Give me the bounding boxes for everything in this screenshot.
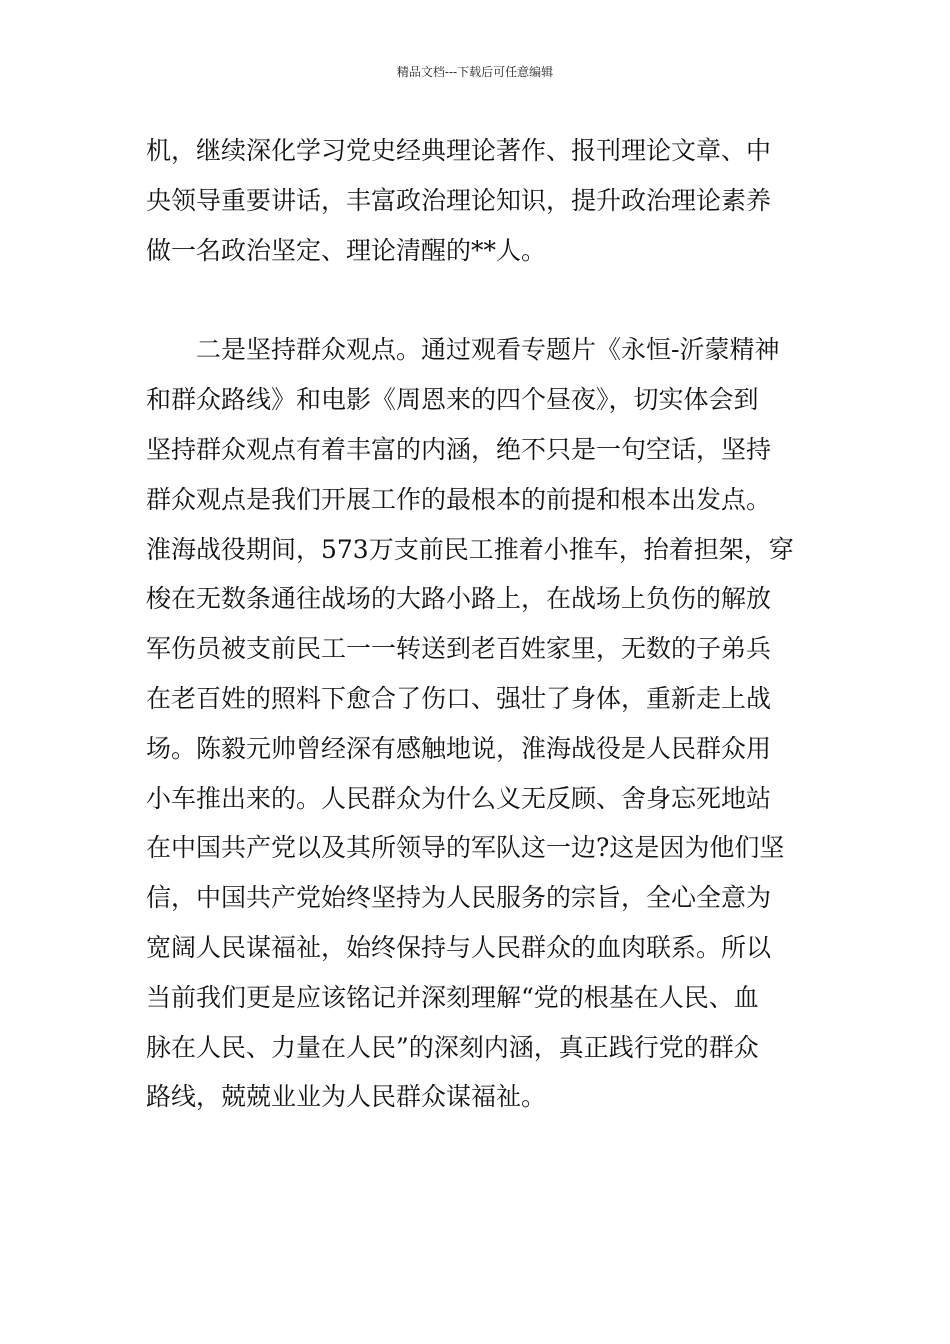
page-header: 精品文档---下载后可任意编辑 [396, 65, 554, 79]
text-line: 二是坚持群众观点。通过观看专题片《永恒-沂蒙精神 [146, 335, 780, 365]
text-line: 当前我们更是应该铭记并深刻理解“党的根基在人民、血 [146, 982, 759, 1012]
text-line: 做一名政治坚定、理论清醒的**人。 [146, 235, 547, 265]
text-line: 在中国共产党以及其所领导的军队这一边?这是因为他们坚 [146, 833, 785, 863]
text-line: 脉在人民、力量在人民”的深刻内涵，真正践行党的群众 [146, 1032, 759, 1062]
text-line: 群众观点是我们开展工作的最根本的前提和根本出发点。 [146, 484, 772, 514]
text-line: 梭在无数条通往战场的大路小路上，在战场上负伤的解放 [146, 584, 772, 614]
document-body [146, 126, 810, 1122]
text-line: 信，中国共产党始终坚持为人民服务的宗旨，全心全意为 [146, 883, 772, 913]
text-line: 在老百姓的照料下愈合了伤口、强壮了身体，重新走上战 [146, 683, 772, 713]
text-line: 场。陈毅元帅曾经深有感触地说，淮海战役是人民群众用 [146, 733, 772, 763]
text-line: 和群众路线》和电影《周恩来的四个昼夜》，切实体会到 [146, 385, 759, 415]
text-line: 坚持群众观点有着丰富的内涵，绝不只是一句空话，坚持 [146, 434, 772, 464]
text-line: 宽阔人民谋福祉，始终保持与人民群众的血肉联系。所以 [146, 932, 772, 962]
paragraph-1 [146, 126, 810, 275]
text-line: 路线，兢兢业业为人民群众谋福祉。 [146, 1082, 547, 1112]
text-line: 淮海战役期间，573万支前民工推着小推车，抬着担架，穿 [146, 534, 794, 564]
text-line: 军伤员被支前民工一一转送到老百姓家里，无数的子弟兵 [146, 634, 772, 664]
text-line: 央领导重要讲话，丰富政治理论知识，提升政治理论素养 [146, 185, 772, 215]
text-line: 小车推出来的。人民群众为什么义无反顾、舍身忘死地站 [146, 783, 772, 813]
paragraph-2 [146, 325, 810, 1122]
paragraph-gap [146, 275, 810, 325]
text-line: 机，继续深化学习党史经典理论著作、报刊理论文章、中 [146, 136, 772, 165]
